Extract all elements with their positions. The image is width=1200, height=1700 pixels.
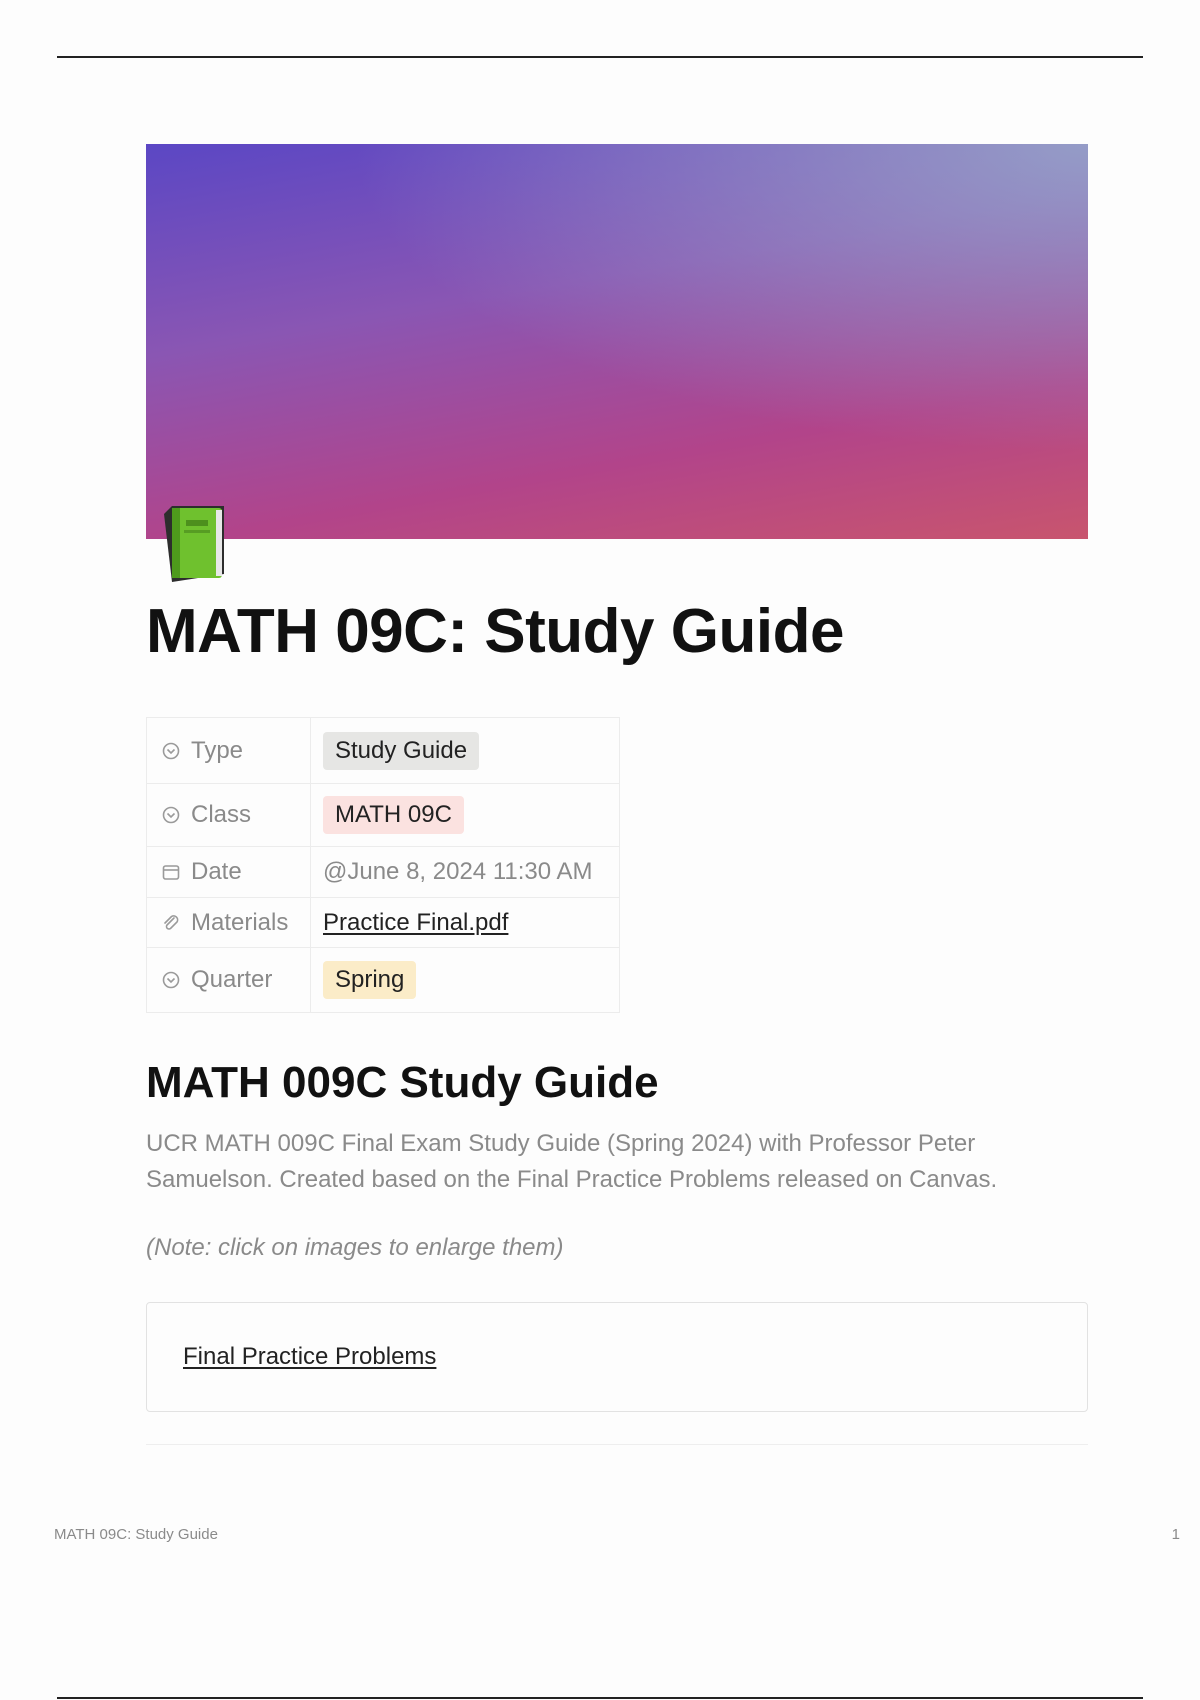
class-tag[interactable]: MATH 09C — [323, 796, 464, 834]
properties-table — [146, 717, 620, 1013]
calendar-icon — [161, 862, 181, 882]
property-quarter-row — [147, 948, 619, 1012]
property-materials-label: Materials — [191, 908, 289, 936]
type-tag[interactable]: Study Guide — [323, 732, 479, 770]
quarter-tag[interactable]: Spring — [323, 961, 416, 999]
select-icon — [161, 805, 181, 825]
property-class-row — [147, 784, 619, 847]
top-rule — [57, 56, 1143, 58]
select-icon — [161, 741, 181, 761]
section-heading: MATH 009C Study Guide — [146, 1058, 659, 1107]
property-materials-row — [147, 898, 619, 948]
bottom-rule — [57, 1697, 1143, 1699]
footer-title: MATH 09C: Study Guide — [54, 1526, 218, 1543]
materials-file-link[interactable]: Practice Final.pdf — [323, 908, 509, 936]
cover-image — [146, 144, 1088, 539]
description-text: UCR MATH 009C Final Exam Study Guide (Spring 2024) with Professor Peter Samuelson. Created based on the Final Practice Problems released on Canvas. — [146, 1130, 998, 1193]
property-quarter-label: Quarter — [191, 966, 273, 993]
date-value[interactable]: @June 8, 2024 11:30 AM — [323, 858, 593, 885]
select-icon — [161, 970, 181, 990]
divider — [146, 1444, 1088, 1445]
footer-page-number: 1 — [1171, 1526, 1180, 1543]
property-type-row — [147, 718, 619, 784]
paperclip-icon — [161, 913, 181, 933]
green-book-icon — [158, 500, 230, 584]
property-class-label: Class — [191, 801, 252, 828]
page-title: MATH 09C: Study Guide — [146, 597, 844, 666]
property-date-label: Date — [191, 858, 242, 885]
property-type-label: Type — [191, 736, 244, 764]
note-text: (Note: click on images to enlarge them) — [146, 1234, 564, 1261]
final-practice-problems-link[interactable]: Final Practice Problems — [183, 1343, 437, 1370]
link-box — [146, 1302, 1088, 1412]
property-date-row — [147, 847, 619, 898]
